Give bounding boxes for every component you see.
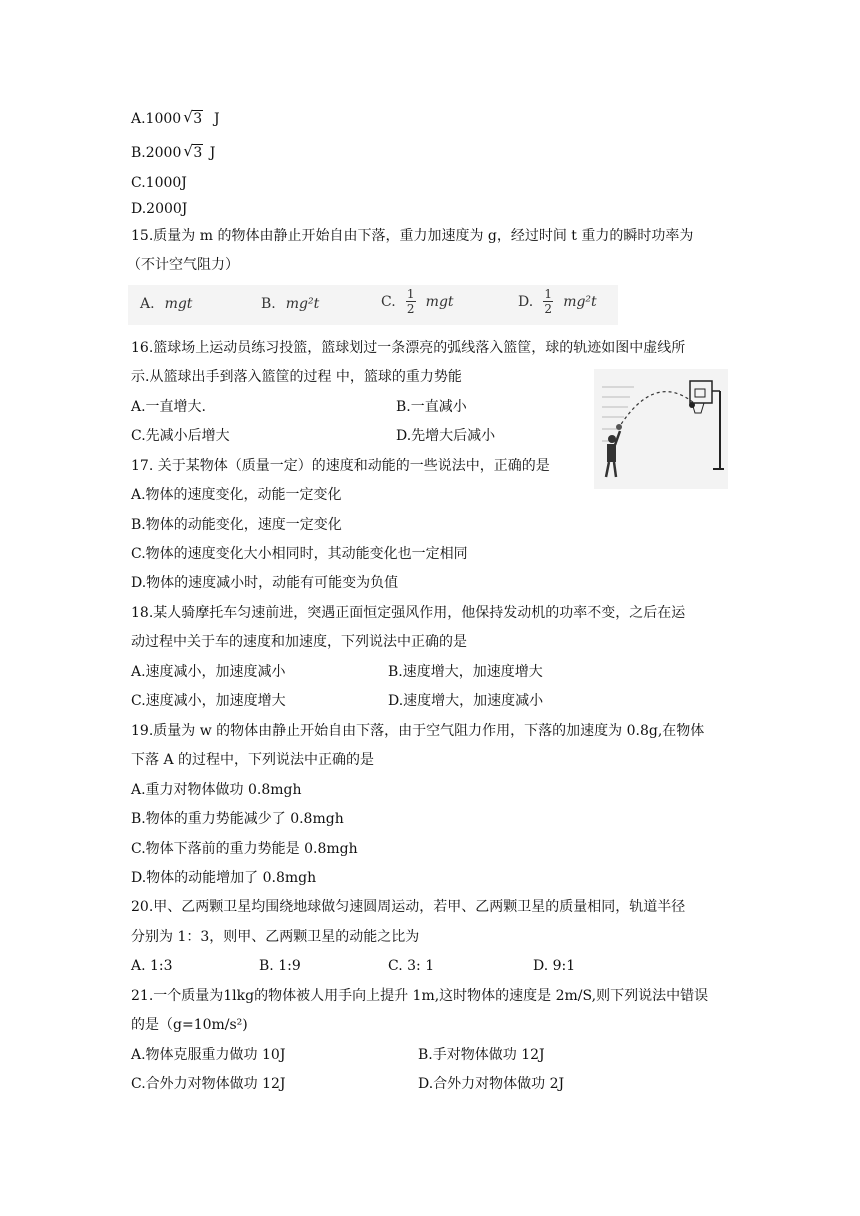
fraction [406, 288, 416, 315]
option-label: B. [261, 296, 276, 312]
q14-option-a-text: A.1000 [131, 111, 182, 127]
option-label: D. [518, 293, 534, 310]
q14-option-a [131, 109, 220, 129]
option-expr: mg²t [563, 293, 597, 310]
denominator: 2 [544, 302, 552, 316]
q18-stem: 18.某人骑摩托车匀速前进，突遇正面恒定强风作用，他保持发动机的功率不变，之后在运 [131, 605, 686, 621]
q16-option-a: A.一直增大. [131, 399, 207, 415]
q19-option-d: D.物体的动能增加了 0.8mgh [131, 870, 317, 886]
q19-option-a: A.重力对物体做功 0.8mgh [131, 782, 302, 798]
option-expr: mg²t [285, 296, 320, 312]
option-expr: mgt [425, 293, 454, 310]
q15-stem: 15.质量为 m 的物体由静止开始自由下落，重力加速度为 g，经过时间 t 重力的瞬时功率为 [131, 228, 694, 244]
q17-option-c: C.物体的速度变化大小相同时，其动能变化也一定相同 [131, 546, 468, 562]
q21-option-d: D.合外力对物体做功 2J [418, 1076, 565, 1092]
q16-option-c: C.先减小后增大 [131, 428, 230, 444]
q15-option-c [381, 288, 454, 315]
q16-stem-cont: 示.从篮球出手到落入篮筐的过程 中，篮球的重力势能 [131, 369, 462, 385]
q20-option-b: B. 1:9 [259, 958, 301, 974]
option-expr: mgt [164, 296, 193, 312]
q14-option-d: D.2000J [131, 201, 188, 217]
q17-stem: 17. 关于某物体（质量一定）的速度和动能的一些说法中，正确的是 [131, 458, 550, 474]
q19-stem: 19.质量为 w 的物体由静止开始自由下落，由于空气阻力作用，下落的加速度为 0.8g,在物体 [131, 723, 705, 739]
q20-stem: 20.甲、乙两颗卫星均围绕地球做匀速圆周运动，若甲、乙两颗卫星的质量相同，轨道半径 [131, 899, 686, 915]
q21-stem [131, 986, 708, 1006]
q15-option-d [518, 288, 597, 315]
basketball-figure [594, 369, 728, 489]
q15-option-b [261, 296, 319, 312]
q15-options-image [128, 285, 618, 325]
q16-option-d: D.先增大后减小 [396, 428, 496, 444]
q18-option-a: A.速度减小，加速度减小 [131, 664, 286, 680]
q16-option-b: B.一直减小 [396, 399, 467, 415]
numerator: 1 [406, 287, 415, 301]
q17-option-b: B.物体的动能变化，速度一定变化 [131, 517, 342, 533]
q16-stem: 16.篮球场上运动员练习投篮，篮球划过一条漂亮的弧线落入篮筐，球的轨迹如图中虚线所 [131, 340, 686, 356]
numerator: 1 [544, 287, 552, 301]
q15-stem-cont: （不计空气阻力） [127, 257, 239, 273]
q20-option-d: D. 9:1 [533, 958, 576, 974]
unit: J [214, 111, 220, 127]
q18-stem-cont: 动过程中关于车的速度和加速度，下列说法中正确的是 [131, 634, 467, 650]
denominator: 2 [406, 302, 415, 316]
q18-option-b: B.速度增大，加速度增大 [388, 664, 543, 680]
radicand: 3 [193, 145, 203, 161]
q15-option-a [140, 296, 192, 312]
q14-option-b [131, 143, 215, 163]
q17-option-a: A.物体的速度变化，动能一定变化 [131, 487, 342, 503]
sqrt-symbol [183, 109, 203, 129]
q14-option-c: C.1000J [131, 175, 187, 191]
q21-stem-text: 21.一个质量为1lkg的物体被人用手向上提升 1m,这时物体的速度是 2m/S,则下列说法中 [131, 988, 681, 1004]
q18-option-d: D.速度增大，加速度减小 [388, 693, 544, 709]
q20-option-a: A. 1:3 [131, 958, 173, 974]
radicand: 3 [193, 111, 203, 127]
q17-option-d: D.物体的速度减小时，动能有可能变为负值 [131, 575, 399, 591]
option-label: C. [381, 293, 396, 310]
q19-stem-cont: 下落 A 的过程中，下列说法中正确的是 [131, 752, 375, 768]
q20-stem-cont: 分别为 1：3，则甲、乙两颗卫星的动能之比为 [131, 929, 420, 945]
fraction [543, 288, 553, 315]
q18-option-c: C.速度减小，加速度增大 [131, 693, 286, 709]
sqrt-symbol [183, 143, 203, 163]
unit: J [209, 145, 216, 161]
q21-option-b: B.手对物体做功 12J [418, 1047, 545, 1063]
q21-option-c: C.合外力对物体做功 12J [131, 1076, 286, 1092]
q21-option-a: A.物体克服重力做功 10J [131, 1047, 286, 1063]
q19-option-b: B.物体的重力势能减少了 0.8mgh [131, 811, 344, 827]
option-label: A. [140, 296, 155, 312]
q21-emphasis: 错误 · · [680, 988, 708, 1004]
q14-option-b-text: B.2000 [131, 145, 182, 161]
q19-option-c: C.物体下落前的重力势能是 0.8mgh [131, 841, 358, 857]
q20-option-c: C. 3: 1 [388, 958, 435, 974]
q21-stem-cont: 的是（g=10m/s²) [131, 1017, 248, 1033]
